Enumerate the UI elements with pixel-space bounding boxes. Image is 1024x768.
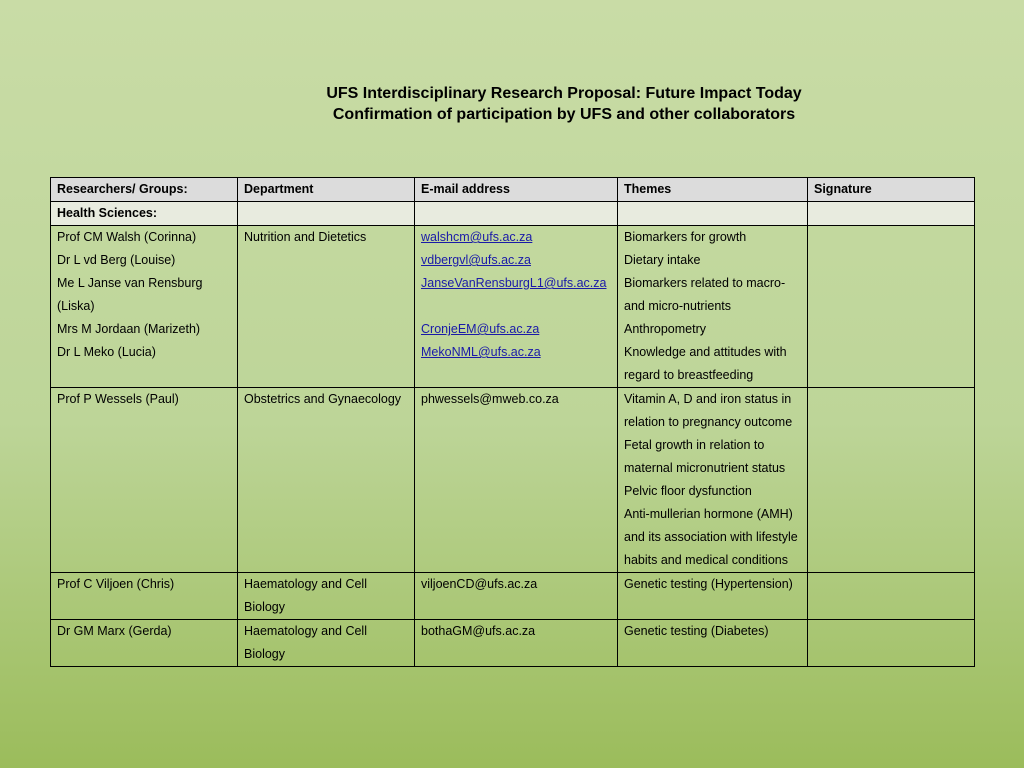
signature-cell[interactable] — [808, 226, 975, 388]
researcher-name: Dr GM Marx (Gerda) — [57, 624, 172, 638]
email-cell — [415, 388, 618, 573]
section-cell — [808, 202, 975, 226]
email-link[interactable]: vdbergvl@ufs.ac.za — [421, 253, 531, 267]
document-title — [300, 83, 828, 125]
theme-item: Pelvic floor dysfunction — [624, 484, 752, 498]
themes-cell — [618, 620, 808, 667]
researcher-name: Prof P Wessels (Paul) — [57, 392, 179, 406]
header-signature: Signature — [808, 178, 975, 202]
department-cell: Haematology and Cell Biology — [238, 573, 415, 620]
theme-item: Genetic testing (Diabetes) — [624, 624, 769, 638]
collaborators-table — [50, 177, 975, 667]
section-row — [51, 202, 975, 226]
signature-cell[interactable] — [808, 620, 975, 667]
table-header-row — [51, 178, 975, 202]
theme-item: Vitamin A, D and iron status in relation to pregnancy outcome — [624, 392, 793, 429]
researcher-name: Dr L vd Berg (Louise) — [57, 253, 176, 267]
themes-cell — [618, 573, 808, 620]
header-email: E-mail address — [415, 178, 618, 202]
email-cell — [415, 226, 618, 388]
email-cell — [415, 573, 618, 620]
researcher-name: Dr L Meko (Lucia) — [57, 345, 156, 359]
spacer — [421, 295, 611, 318]
themes-cell — [618, 226, 808, 388]
theme-item: Knowledge and attitudes with regard to breastfeeding — [624, 345, 787, 382]
title-line-1: UFS Interdisciplinary Research Proposal: Future Impact Today — [326, 85, 802, 102]
signature-cell[interactable] — [808, 388, 975, 573]
email-text: phwessels@mweb.co.za — [421, 392, 559, 406]
theme-item: Biomarkers for growth — [624, 230, 747, 244]
researcher-name: Mrs M Jordaan (Marizeth) — [57, 322, 201, 336]
theme-item: Anthropometry — [624, 322, 706, 336]
researchers-cell — [51, 388, 238, 573]
table-row — [51, 620, 975, 667]
researchers-cell — [51, 226, 238, 388]
table-row — [51, 388, 975, 573]
theme-item: Anti-mullerian hormone (AMH) and its association with lifestyle habits and medical conditions — [624, 507, 798, 567]
theme-item: Genetic testing (Hypertension) — [624, 577, 793, 591]
header-department: Department — [238, 178, 415, 202]
title-line-2: Confirmation of participation by UFS and other collaborators — [332, 106, 796, 123]
researcher-name: Prof CM Walsh (Corinna) — [57, 230, 197, 244]
email-link[interactable]: JanseVanRensburgL1@ufs.ac.za — [421, 276, 607, 290]
email-cell — [415, 620, 618, 667]
table-row — [51, 226, 975, 388]
department-cell: Obstetrics and Gynaecology — [238, 388, 415, 573]
department-cell: Haematology and Cell Biology — [238, 620, 415, 667]
section-cell — [618, 202, 808, 226]
themes-cell — [618, 388, 808, 573]
section-cell — [415, 202, 618, 226]
email-text: bothaGM@ufs.ac.za — [421, 624, 536, 638]
email-link[interactable]: MekoNML@ufs.ac.za — [421, 345, 541, 359]
section-label: Health Sciences: — [51, 202, 238, 226]
email-link[interactable]: CronjeEM@ufs.ac.za — [421, 322, 540, 336]
table-row — [51, 573, 975, 620]
department-cell: Nutrition and Dietetics — [238, 226, 415, 388]
email-text: viljoenCD@ufs.ac.za — [421, 577, 538, 591]
signature-cell[interactable] — [808, 573, 975, 620]
header-themes: Themes — [618, 178, 808, 202]
researcher-name: Me L Janse van Rensburg (Liska) — [57, 276, 203, 313]
researcher-name: Prof C Viljoen (Chris) — [57, 577, 175, 591]
email-link[interactable]: walshcm@ufs.ac.za — [421, 230, 533, 244]
theme-item: Dietary intake — [624, 253, 701, 267]
theme-item: Fetal growth in relation to maternal micronutrient status — [624, 438, 786, 475]
theme-item: Biomarkers related to macro- and micro-nutrients — [624, 276, 786, 313]
researchers-cell — [51, 573, 238, 620]
researchers-cell — [51, 620, 238, 667]
header-researchers: Researchers/ Groups: — [51, 178, 238, 202]
section-cell — [238, 202, 415, 226]
